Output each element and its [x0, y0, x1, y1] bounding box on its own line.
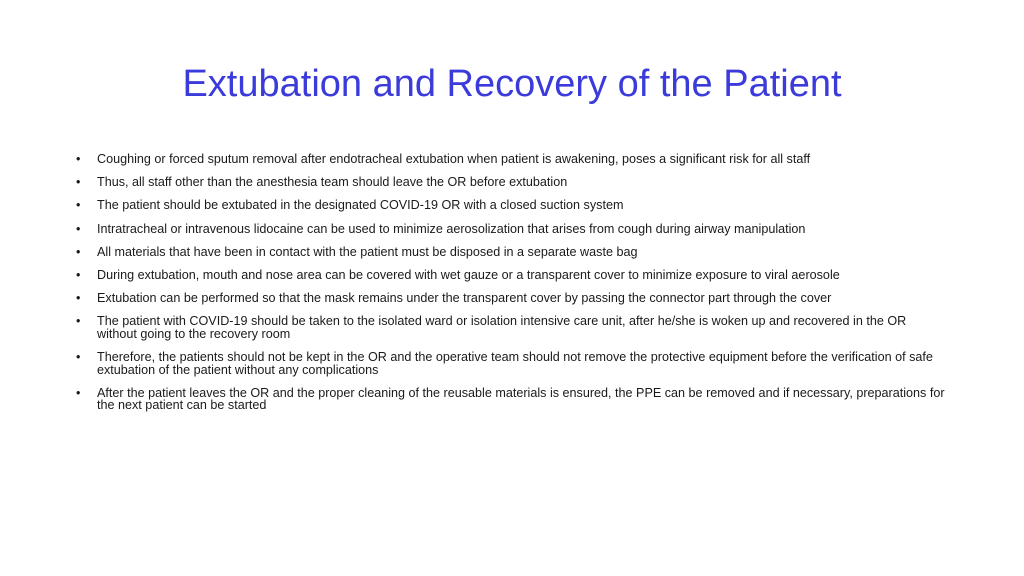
slide-title: Extubation and Recovery of the Patient — [182, 63, 842, 105]
list-item — [76, 246, 946, 259]
bullet-dot: • — [76, 350, 81, 365]
list-item — [76, 315, 946, 340]
list-item — [76, 351, 946, 376]
list-item — [76, 199, 946, 212]
list-item — [76, 223, 946, 236]
bullet-dot: • — [76, 152, 81, 166]
list-item — [76, 176, 946, 189]
list-item — [76, 292, 946, 305]
list-item — [76, 387, 946, 412]
bullet-text: The patient with COVID-19 should be taken to the isolated ward or isolation intensive care unit, after he/she is woken up and recovered in the OR without going to the recovery room — [97, 314, 907, 341]
bullet-dot: • — [76, 385, 81, 400]
bullet-dot: • — [76, 267, 81, 282]
bullet-text: Thus, all staff other than the anesthesia team should leave the OR before extubation — [97, 175, 568, 190]
bullet-text: All materials that have been in contact with the patient must be disposed in a separate waste bag — [97, 244, 638, 259]
list-item — [76, 153, 946, 166]
bullet-text: Intratracheal or intravenous lidocaine can be used to minimize aerosolization that arises from cough during airway manipulation — [97, 221, 806, 236]
bullet-dot: • — [76, 198, 81, 213]
bullet-dot: • — [76, 314, 81, 329]
bullet-text: After the patient leaves the OR and the proper cleaning of the reusable materials is ensured, the PPE can be removed and if necessary, preparations for the next patient can be started — [97, 385, 945, 413]
bullet-text: The patient should be extubated in the designated COVID-19 OR with a closed suction system — [97, 198, 624, 213]
list-item — [76, 269, 946, 282]
bullet-list — [76, 153, 946, 423]
bullet-text: Extubation can be performed so that the mask remains under the transparent cover by passing the connector part through the cover — [97, 291, 832, 306]
bullet-dot: • — [76, 244, 81, 259]
bullet-text: Coughing or forced sputum removal after endotracheal extubation when patient is awakening, poses a significant risk for all staff — [97, 152, 811, 166]
bullet-dot: • — [76, 175, 81, 190]
bullet-text: During extubation, mouth and nose area can be covered with wet gauze or a transparent cover to minimize exposure to viral aerosole — [97, 267, 840, 282]
bullet-dot: • — [76, 291, 81, 306]
bullet-dot: • — [76, 221, 81, 236]
bullet-text: Therefore, the patients should not be kept in the OR and the operative team should not remove the protective equipment before the verification of safe extubation of the patient without any complications — [97, 350, 933, 377]
